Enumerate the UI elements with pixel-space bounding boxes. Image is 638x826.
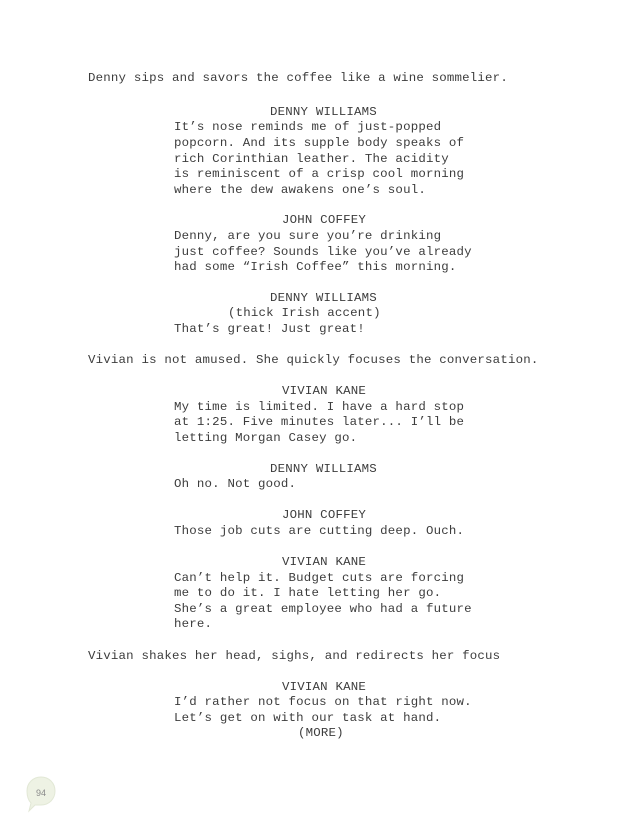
- dialogue-line: Oh no. Not good.: [174, 477, 297, 491]
- action-line: Vivian is not amused. She quickly focuses the conversation.: [88, 353, 539, 367]
- character-cue: JOHN COFFEY: [282, 508, 366, 522]
- page-number-badge: [26, 775, 58, 813]
- dialogue-line: at 1:25. Five minutes later... I’ll be: [174, 415, 465, 429]
- dialogue-line: here.: [174, 617, 213, 631]
- character-cue: DENNY WILLIAMS: [270, 462, 377, 476]
- parenthetical: (thick Irish accent): [228, 306, 381, 320]
- dialogue-line: It’s nose reminds me of just-popped: [174, 120, 442, 134]
- dialogue-line: where the dew awakens one’s soul.: [174, 183, 426, 197]
- dialogue-line: My time is limited. I have a hard stop: [174, 400, 465, 414]
- dialogue-line: me to do it. I hate letting her go.: [174, 586, 442, 600]
- page-number: 94: [35, 788, 46, 798]
- dialogue-line: had some “Irish Coffee” this morning.: [174, 260, 457, 274]
- character-cue: JOHN COFFEY: [282, 213, 366, 227]
- character-cue: VIVIAN KANE: [282, 555, 366, 569]
- dialogue-line: Can’t help it. Budget cuts are forcing: [174, 571, 465, 585]
- dialogue-line: popcorn. And its supple body speaks of: [174, 136, 465, 150]
- dialogue-line: She’s a great employee who had a future: [174, 602, 472, 616]
- dialogue-line: Let’s get on with our task at hand.: [174, 711, 442, 725]
- character-cue: VIVIAN KANE: [282, 680, 366, 694]
- dialogue-line: Denny, are you sure you’re drinking: [174, 229, 442, 243]
- action-line: Denny sips and savors the coffee like a wine sommelier.: [88, 71, 508, 85]
- dialogue-line: rich Corinthian leather. The acidity: [174, 152, 449, 166]
- dialogue-line: is reminiscent of a crisp cool morning: [174, 167, 465, 181]
- dialogue-line: just coffee? Sounds like you’ve already: [174, 245, 472, 259]
- dialogue-line: I’d rather not focus on that right now.: [174, 695, 472, 709]
- character-cue: DENNY WILLIAMS: [270, 105, 377, 119]
- more-continuation: (MORE): [298, 726, 344, 740]
- character-cue: DENNY WILLIAMS: [270, 291, 377, 305]
- action-line: Vivian shakes her head, sighs, and redirects her focus: [88, 649, 501, 663]
- character-cue: VIVIAN KANE: [282, 384, 366, 398]
- dialogue-line: letting Morgan Casey go.: [174, 431, 358, 445]
- dialogue-line: That’s great! Just great!: [174, 322, 365, 336]
- dialogue-line: Those job cuts are cutting deep. Ouch.: [174, 524, 465, 538]
